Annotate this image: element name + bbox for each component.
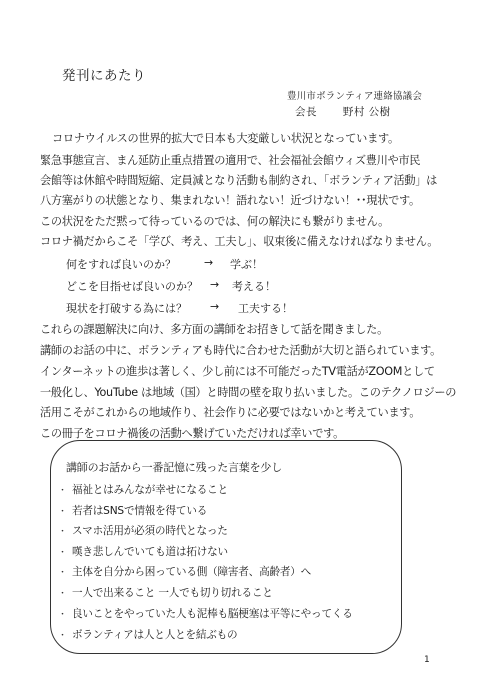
list-item	[58, 627, 237, 642]
list-item-text: 主体を自分から困っている側（障害者、高齢者）へ	[72, 566, 312, 578]
list-item-text: ボランティアは人と人とを結ぶもの	[72, 629, 238, 641]
list-item-text: 福祉とはみんなが幸せになること	[72, 484, 228, 496]
bullet-icon: ・	[58, 610, 67, 620]
body-line: 八方塞がりの状態となり、集まれない！語れない！近づけない！･･現状です。	[40, 194, 420, 207]
body-line: 講師のお話の中に、ボランティアも時代に合わせた活動が大切と語られています。	[40, 344, 442, 357]
list-item	[58, 606, 353, 621]
author-line	[287, 104, 391, 119]
body-line: インターネットの進歩は著しく、少し前には不可能だったTV電話がZOOMとして	[40, 365, 435, 378]
list-item	[58, 482, 228, 497]
bullet-icon: ・	[58, 527, 67, 537]
body-line: この冊子をコロナ禍後の活動へ繋げていただければ幸いです。	[40, 427, 344, 440]
body-line: この状況をただ黙って待っているのでは、何の解決にも繋がりません。	[40, 215, 390, 228]
list-item-text: 嘆き悲しんでいても道は拓けない	[72, 546, 228, 558]
list-item	[58, 503, 207, 518]
list-item-text: 良いことをやっていた人も泥棒も脳梗塞は平等にやってくる	[72, 608, 353, 620]
qa-row	[66, 300, 446, 316]
list-item-text: スマホ活用が必須の時代となった	[72, 525, 228, 537]
organization-name: 豊川市ボランティア連絡協議会	[287, 91, 423, 102]
qa-question: 何をすれば良いのか？	[66, 258, 176, 271]
quotes-box-title: 講師のお話から一番記憶に残った言葉を少し	[66, 461, 282, 474]
body-line: これらの課題解決に向け、多方面の講師をお招きして話を聞きました。	[40, 323, 388, 336]
qa-answer: 考える！	[232, 280, 276, 293]
body-line: 緊急事態宣言、まん延防止重点措置の適用で、社会福祉会館ウィズ豊川や市民	[40, 154, 421, 167]
page-number: 1	[424, 655, 430, 665]
author-role: 会長	[295, 106, 317, 118]
list-item	[58, 523, 228, 538]
qa-answer: 工夫する！	[238, 302, 293, 315]
list-item	[58, 564, 311, 579]
page-title: 発刊にあたり	[62, 68, 146, 84]
arrow-icon: →	[210, 300, 220, 313]
arrow-icon: →	[204, 256, 214, 269]
qa-answer: 学ぶ！	[230, 258, 263, 271]
body-line: 一般化し、YouTube は地域（国）と時間の壁を取り払いました。このテクノロジーの	[40, 386, 457, 399]
body-line: コロナ禍だからこそ「学び、考え、工夫し」、収束後に備えなければなりません。	[40, 235, 439, 248]
body-line: 会館等は休館や時間短縮、定員減となり活動も制約され、「ボランティア活動」は	[40, 174, 438, 187]
author-name: 野村 公樹	[342, 106, 391, 118]
bullet-icon: ・	[58, 507, 67, 517]
list-item	[58, 544, 228, 559]
bullet-icon: ・	[58, 631, 67, 641]
list-item-text: 若者はSNSで情報を得ている	[72, 505, 208, 517]
list-item	[58, 585, 273, 600]
bullet-icon: ・	[58, 486, 67, 496]
arrow-icon: →	[210, 278, 220, 291]
qa-row	[66, 256, 446, 272]
qa-question: 現状を打破する為には？	[66, 302, 187, 315]
qa-question: どこを目指せば良いのか？	[66, 280, 198, 293]
qa-row	[66, 278, 446, 294]
bullet-icon: ・	[58, 568, 67, 578]
body-line: 活用こそがこれからの地域作り、社会作りに必要ではないかと考えています。	[40, 406, 421, 419]
bullet-icon: ・	[58, 548, 67, 558]
bullet-icon: ・	[58, 589, 67, 599]
body-line: コロナウイルスの世界的拡大で日本も大変厳しい状況となっています。	[52, 132, 399, 145]
list-item-text: 一人で出来ること 一人でも切り切れること	[72, 587, 273, 599]
